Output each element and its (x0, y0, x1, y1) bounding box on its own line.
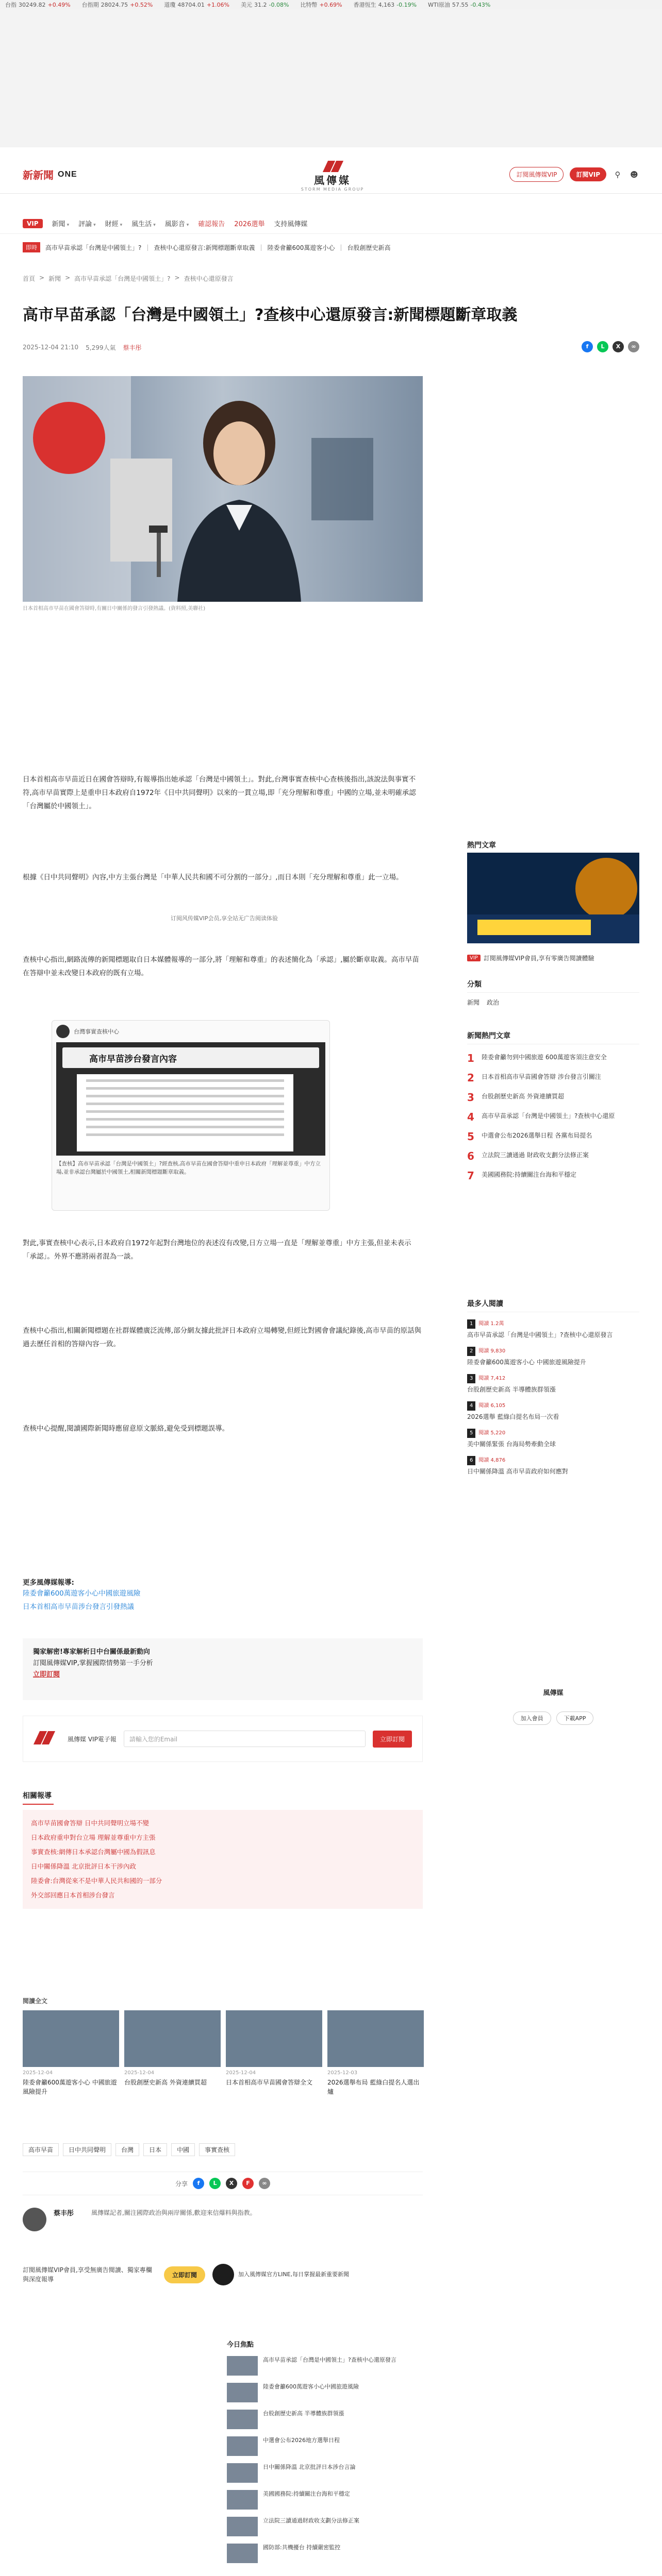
ticker-item[interactable] (82, 1, 153, 9)
line-promo-logo (212, 2264, 234, 2285)
social-embed[interactable] (52, 1020, 330, 1211)
author-link[interactable]: 蔡丰彤 (123, 344, 142, 351)
popular-rank: 4 (467, 1401, 475, 1411)
article-paragraph: 查核中心指出,網路流傳的新聞標題取自日本媒體報導的一部分,將「理解和尊重」的表述簡化為「承認」,屬於斷章取義。高市早苗在答辯中並未改變日本政府的既有立場。 (23, 956, 419, 977)
line-promo-text: 加入風傳媒官方LINE,每日掌握最新重要新聞 (238, 2271, 350, 2278)
top-ad-area (0, 9, 662, 147)
promo-strip-button[interactable]: 立即訂閱 (164, 2266, 205, 2283)
popular-title[interactable]: 日中關係降溫 高市早苗政府如何應對 (467, 1468, 568, 1475)
breaking-item[interactable]: 高市早苗承認「台灣是中國領土」? (45, 244, 142, 251)
nav-item[interactable]: 確認報告 (198, 221, 225, 228)
chevron-down-icon: ▾ (93, 223, 96, 228)
nav-item[interactable]: 評論 ▾ (78, 221, 96, 228)
today-thumbnail (227, 2463, 258, 2483)
user-icon[interactable]: ☻ (630, 170, 638, 179)
vip-button[interactable]: 訂閱VIP (570, 167, 606, 181)
breadcrumb-item[interactable]: 新聞 (48, 275, 61, 282)
inline-vip-ad[interactable]: 订阅风传媒VIP会员,享全站无广告阅读体验 (171, 915, 278, 922)
breadcrumb-item[interactable]: 查核中心還原發言 (184, 275, 234, 282)
latest-item[interactable] (467, 1111, 639, 1123)
today-item[interactable] (227, 2383, 423, 2402)
today-item[interactable] (227, 2356, 423, 2376)
chevron-down-icon: ▾ (120, 223, 123, 228)
latest-item[interactable] (467, 1150, 639, 1162)
hero-photo (23, 376, 423, 602)
chevron-down-icon: ▾ (153, 223, 156, 228)
read-more-title[interactable]: 陸委會籲600萬遊客小心 中國旅遊風險提升 (23, 2079, 117, 2095)
today-list (227, 2356, 423, 2563)
facebook-icon[interactable]: f (193, 2178, 204, 2189)
today-title[interactable]: 美國國務院:持續關注台海和平穩定 (263, 2490, 350, 2497)
category-heading: 分類 (467, 979, 639, 993)
breaking-separator: | (146, 244, 149, 251)
latest-title[interactable]: 台股創歷史新高 外資連續買超 (482, 1093, 564, 1100)
partner-logos[interactable] (23, 167, 77, 182)
latest-heading: 新聞熱門文章 (467, 1030, 639, 1044)
sidebar-popular (467, 1298, 639, 1476)
promo-line-1: 獨家解密!專家解析日中台關係最新動向 (33, 1648, 150, 1656)
subscribe-vip-button[interactable]: 訂閱風傳媒VIP (509, 167, 564, 182)
embed-avatar (56, 1025, 70, 1038)
latest-rank: 7 (467, 1170, 474, 1182)
share-icons (582, 341, 639, 352)
latest-item[interactable] (467, 1131, 639, 1142)
article-paragraph: 日本首相高市早苗近日在國會答辯時,有報導指出她承認「台灣是中國領土」。對此,台灣事實查核中心查核後指出,該說法與事實不符,高市早苗實際上是重申日本政府自1972年《日中共同聲明》以來的一貫立場,即「充分理解和尊重」中國的立場,並未明確承認「台灣屬於中國領土」。 (23, 775, 416, 810)
breadcrumb-separator: > (65, 274, 71, 281)
breadcrumb-item[interactable]: 高市早苗承認「台灣是中國領土」? (74, 275, 171, 282)
latest-item[interactable] (467, 1072, 639, 1083)
breadcrumb-separator: > (174, 274, 180, 281)
link-icon[interactable]: ∞ (628, 341, 639, 352)
line-icon[interactable]: L (209, 2178, 221, 2189)
author-avatar[interactable] (23, 2208, 46, 2231)
embed-document (77, 1074, 293, 1151)
popular-reads: 閱讀 1.2萬 (478, 1321, 504, 1327)
article-paragraph: 查核中心指出,相關新聞標題在社群媒體廣泛流傳,部分網友據此批評日本政府立場轉變,但經比對國會會議紀錄後,高市早苗的原話與過去歷任首相的答辯內容一致。 (23, 1327, 422, 1348)
promo-cta[interactable]: 立即訂閱 (33, 1671, 60, 1679)
related-link[interactable]: 日本政府重申對台立場 理解並尊重中方主張 (31, 1834, 156, 1841)
today-title[interactable]: 陸委會籲600萬遊客小心中國旅遊風險 (263, 2383, 359, 2390)
sidebar-vip-text: 訂閱風傳媒VIP會員,享有零廣告閱讀體驗 (483, 954, 594, 962)
today-thumbnail (227, 2517, 258, 2536)
newsletter-subscribe-button[interactable]: 立即訂閱 (373, 1731, 412, 1748)
x-icon[interactable]: X (226, 2178, 237, 2189)
sidebar-hot-title: 熱門文章 (467, 841, 496, 850)
read-more-date: 2025-12-04 (124, 2070, 155, 2076)
breaking-news-bar (23, 241, 639, 253)
popular-rank: 1 (467, 1319, 475, 1329)
promo-box (23, 1638, 423, 1700)
breadcrumb (23, 274, 234, 283)
popular-title[interactable]: 台股創歷史新高 半導體族群領漲 (467, 1386, 556, 1393)
ticker-item[interactable] (354, 1, 417, 9)
popular-item[interactable] (467, 1374, 639, 1394)
latest-title[interactable]: 日本首相高市早苗國會答辯 涉台發言引關注 (482, 1073, 601, 1080)
main-nav (0, 213, 662, 234)
newsletter-logo (34, 1731, 60, 1747)
read-more (23, 1996, 423, 2096)
category-link[interactable]: 新聞 (467, 999, 480, 1006)
more-reading-link[interactable]: 日本首相高市早苗涉台發言引發熱議 (23, 1603, 134, 1611)
article-paragraph: 查核中心提醒,閱讀國際新聞時應留意原文脈絡,避免受到標題誤導。 (23, 1425, 229, 1433)
article-paragraph: 對此,事實查核中心表示,日本政府自1972年起對台灣地位的表述沒有改變,日方立場一直是「理解並尊重」中方主張,但並未表示「承認」。外界不應將兩者混為一談。 (23, 1239, 411, 1261)
facebook-icon[interactable]: f (582, 341, 593, 352)
tag-link[interactable]: 台灣 (115, 2143, 139, 2156)
embed-account[interactable]: 台灣事實查核中心 (74, 1028, 119, 1035)
related-link[interactable]: 事實查核:網傳日本承認台灣屬中國為假訊息 (31, 1848, 156, 1856)
site-header (0, 147, 662, 194)
tag-link[interactable]: 日中共同聲明 (63, 2143, 111, 2156)
today-item[interactable] (227, 2517, 423, 2536)
read-more-title[interactable]: 台股創歷史新高 外資連續買超 (124, 2079, 207, 2086)
sidebar-banner-art (467, 853, 639, 943)
today-thumbnail (227, 2490, 258, 2510)
related-link[interactable]: 陸委會:台灣從來不是中華人民共和國的一部分 (31, 1877, 162, 1885)
site-name: 風傳媒 (314, 174, 351, 187)
ticker-name: 比特幣 (300, 2, 318, 8)
ticker-name: 道瓊 (164, 2, 176, 8)
today-title[interactable]: 高市早苗承認「台灣是中國領土」?查核中心還原發言 (263, 2357, 396, 2363)
site-name-en: STORM MEDIA GROUP (301, 187, 365, 192)
ticker-change: -0.08% (269, 1, 289, 8)
today-title[interactable]: 台股創歷史新高 半導體族群領漲 (263, 2410, 344, 2417)
breaking-item[interactable]: 台股創歷史新高 (347, 244, 391, 251)
latest-item[interactable] (467, 1092, 639, 1103)
popular-item-top (467, 1401, 639, 1411)
promo-strip-text: 訂閱風傳媒VIP會員,享受無廣告閱讀、獨家專欄與深度報導 (23, 2266, 152, 2283)
storm-logo-mark (322, 161, 343, 172)
today-heading: 今日焦點 (227, 2341, 254, 2349)
popular-title[interactable]: 陸委會籲600萬遊客小心 中國旅遊風險提升 (467, 1359, 586, 1366)
today-thumbnail (227, 2356, 258, 2376)
ticker-name: 台指 (5, 2, 16, 8)
read-more-card[interactable] (124, 2010, 221, 2096)
ticker-change: +0.49% (47, 1, 71, 8)
breaking-item[interactable]: 查核中心還原發言:新聞標題斷章取義 (154, 244, 255, 251)
today-title[interactable]: 日中關係降溫 北京批評日本涉台言論 (263, 2464, 356, 2470)
latest-rank: 1 (467, 1052, 474, 1064)
today-title[interactable]: 國防部:共機擾台 持續嚴密監控 (263, 2544, 341, 2551)
header-actions (509, 167, 639, 182)
author-box (23, 2208, 423, 2244)
view-count: 5,299人氣 (86, 344, 116, 351)
popular-rank: 3 (467, 1374, 475, 1383)
latest-rank: 3 (467, 1091, 474, 1104)
popular-item-top (467, 1429, 639, 1438)
chevron-down-icon: ▾ (67, 223, 70, 228)
newsletter-label: 風傳媒 VIP電子報 (68, 1735, 117, 1743)
article-paragraph: 根據《日中共同聲明》內容,中方主張台灣是「中華人民共和國不可分割的一部分」,而日本則「充分理解和尊重」此一立場。 (23, 873, 403, 882)
popular-reads: 閱讀 5,220 (478, 1430, 506, 1436)
ticker-value: 31.2 (254, 1, 267, 8)
today-item[interactable] (227, 2544, 423, 2563)
read-more-title[interactable]: 日本首相高市早苗國會答辯全文 (226, 2079, 313, 2086)
ticker-item[interactable] (5, 1, 71, 9)
today-focus (227, 2339, 423, 2563)
line-promo[interactable] (212, 2264, 349, 2285)
embed-image (56, 1042, 325, 1156)
sidebar-banner[interactable] (467, 853, 639, 943)
latest-title[interactable]: 中選會公布2026選舉日程 各黨布局提名 (482, 1132, 592, 1139)
ticker-change: -0.19% (396, 1, 417, 8)
ticker-item[interactable] (164, 1, 229, 9)
latest-title[interactable]: 立法院三讀通過 財政收支劃分法修正案 (482, 1151, 589, 1159)
related-heading: 相關報導 (23, 1790, 54, 1805)
latest-list (467, 1053, 639, 1181)
read-more-thumbnail (327, 2010, 424, 2067)
sidebar-bottom-logo: 風傳媒 (543, 1689, 564, 1697)
latest-title[interactable]: 美國國務院:持續關注台海和平穩定 (482, 1171, 577, 1178)
breaking-separator: | (260, 244, 262, 251)
sidebar-latest (467, 1030, 639, 1181)
popular-rank: 5 (467, 1429, 475, 1438)
sidebar-bottom (467, 1687, 639, 1754)
breaking-separator: | (340, 244, 342, 251)
nav-vip[interactable]: VIP (23, 219, 43, 228)
popular-reads: 閱讀 7,412 (478, 1376, 506, 1381)
popular-title[interactable]: 美中關係緊張 台海局勢牽動全球 (467, 1440, 556, 1448)
breaking-item[interactable]: 陸委會籲600萬遊客小心 (267, 244, 335, 251)
latest-item[interactable] (467, 1170, 639, 1181)
popular-item-top (467, 1456, 639, 1465)
latest-rank: 6 (467, 1150, 474, 1162)
tag-link[interactable]: 高市早苗 (23, 2143, 59, 2156)
hero-caption: 日本首相高市早苗在國會答辯時,有關日中關係的發言引發熱議。(資料照,美聯社) (23, 606, 206, 612)
popular-title[interactable]: 高市早苗承認「台灣是中國領土」?查核中心還原發言 (467, 1331, 613, 1338)
popular-reads: 閱讀 6,105 (478, 1403, 506, 1409)
ticker-name: 香港恆生 (353, 2, 376, 8)
latest-title[interactable]: 陸委會籲勿到中國旅遊 600萬遊客須注意安全 (482, 1054, 607, 1061)
hero-image (23, 376, 423, 602)
promo-strip (23, 2251, 423, 2298)
popular-reads: 閱讀 4,876 (478, 1458, 506, 1463)
popular-list (467, 1319, 639, 1476)
nav-item[interactable]: 財經 ▾ (105, 221, 123, 228)
sidebar-bottom-button[interactable]: 下載APP (556, 1711, 594, 1725)
ticker-change: +0.69% (319, 1, 342, 8)
sidebar-bottom-buttons (467, 1711, 639, 1725)
ticker-item[interactable] (428, 1, 490, 9)
xinxinwen-logo[interactable]: 新新聞 (23, 169, 54, 181)
tag-link[interactable]: 中國 (171, 2143, 195, 2156)
read-more-date: 2025-12-04 (226, 2070, 256, 2076)
related-reports (23, 1790, 423, 1909)
article-title: 高市早苗承認「台灣是中國領土」?查核中心還原發言:新聞標題斷章取義 (23, 306, 518, 324)
read-more-title[interactable]: 2026選舉布局 藍綠白提名人選出爐 (327, 2079, 420, 2095)
today-thumbnail (227, 2383, 258, 2402)
more-reading-heading: 更多風傳媒報導: (23, 1579, 74, 1587)
read-more-thumbnail (226, 2010, 322, 2067)
latest-rank: 5 (467, 1130, 474, 1143)
nav-item[interactable]: 新聞 ▾ (52, 221, 70, 228)
nav-item[interactable]: 風影音 ▾ (164, 221, 189, 228)
latest-rank: 2 (467, 1072, 474, 1084)
embed-header (56, 1025, 325, 1038)
sidebar-vip-tag: VIP (467, 955, 481, 961)
popular-rank: 6 (467, 1456, 475, 1465)
publish-date: 2025-12-04 21:10 (23, 344, 79, 351)
tag-link[interactable]: 日本 (143, 2143, 167, 2156)
read-more-card[interactable] (327, 2010, 424, 2096)
author-description: 風傳媒記者,關注國際政治與兩岸關係,歡迎來信爆料與指教。 (91, 2209, 256, 2216)
mid-ad-area (23, 629, 423, 737)
related-link[interactable]: 高市早苗國會答辯 日中共同聲明立場不變 (31, 1819, 149, 1827)
email-field[interactable]: 請輸入您的Email (124, 1731, 366, 1747)
read-more-thumbnail (124, 2010, 221, 2067)
popular-item[interactable] (467, 1347, 639, 1367)
popular-item-top (467, 1347, 639, 1356)
ticker-name: 台指期 (81, 2, 99, 8)
today-item[interactable] (227, 2463, 423, 2483)
read-more-card[interactable] (226, 2010, 322, 2096)
embed-text: 【查核】高市早苗承認「台灣是中國領土」?經查核,高市早苗在國會答辯中重申日本政府「理解並尊重」中方立場,並非承認台灣屬於中國領土,相關新聞標題斷章取義。 (56, 1161, 321, 1175)
embed-banner: 高市早苗涉台發言內容 (62, 1047, 319, 1068)
share-label: 分享 (175, 2180, 188, 2188)
ticker-name: WTI原油 (428, 2, 450, 8)
related-link[interactable]: 外交部回應日本首相涉台發言 (31, 1891, 115, 1899)
read-more-date: 2025-12-04 (23, 2070, 53, 2076)
popular-item[interactable] (467, 1456, 639, 1476)
chevron-down-icon: ▾ (186, 223, 189, 228)
ticker-change: +1.06% (206, 1, 230, 8)
ticker-value: 48704.01 (177, 1, 205, 8)
popular-item[interactable] (467, 1319, 639, 1340)
author-name[interactable]: 蔡丰彤 (54, 2210, 74, 2217)
read-more-card[interactable] (23, 2010, 119, 2096)
site-logo[interactable] (289, 161, 376, 192)
today-item[interactable] (227, 2436, 423, 2456)
ticker-value: 30249.82 (19, 1, 46, 8)
link-icon[interactable]: ∞ (259, 2178, 270, 2189)
breadcrumb-item[interactable]: 首頁 (23, 275, 36, 282)
popular-item-top (467, 1319, 639, 1329)
popular-rank: 2 (467, 1347, 475, 1356)
nav-item[interactable]: 2026選舉 (234, 221, 265, 228)
popular-item-top (467, 1374, 639, 1383)
latest-title[interactable]: 高市早苗承認「台灣是中國領土」?查核中心還原 (482, 1112, 615, 1120)
sidebar-vip[interactable] (467, 951, 639, 965)
latest-item[interactable] (467, 1053, 639, 1064)
popular-heading: 最多人閱讀 (467, 1298, 639, 1312)
ticker-change: +0.52% (130, 1, 153, 8)
latest-rank: 4 (467, 1111, 474, 1123)
today-thumbnail (227, 2436, 258, 2456)
read-more-grid (23, 2010, 423, 2096)
one-logo[interactable]: ONE (58, 170, 77, 179)
ticker-name: 美元 (241, 2, 253, 8)
article-tags (23, 2143, 423, 2156)
sidebar-bottom-button[interactable]: 加入會員 (513, 1711, 551, 1725)
read-more-heading: 閱讀全文 (23, 1997, 48, 2005)
line-icon[interactable]: L (597, 341, 608, 352)
related-link[interactable]: 日中關係降溫 北京批評日本干涉內政 (31, 1862, 136, 1870)
today-thumbnail (227, 2410, 258, 2429)
ticker-change: -0.43% (470, 1, 491, 8)
read-more-date: 2025-12-03 (327, 2070, 358, 2076)
promo-line-2: 訂閱風傳媒VIP,掌握國際情勢第一手分析 (33, 1659, 153, 1667)
popular-item[interactable] (467, 1401, 639, 1421)
today-thumbnail (227, 2544, 258, 2563)
x-icon[interactable]: X (613, 341, 624, 352)
market-ticker (0, 0, 662, 9)
today-title[interactable]: 立法院三讀通過財政收支劃分法修正案 (263, 2517, 359, 2524)
breaking-tag: 即時 (23, 242, 40, 252)
search-icon[interactable]: ⚲ (615, 170, 621, 179)
category-list (467, 998, 639, 1007)
tag-link[interactable]: 事實查核 (199, 2143, 235, 2156)
ticker-item[interactable] (241, 1, 289, 9)
ticker-value: 4,163 (378, 1, 395, 8)
flipboard-icon[interactable]: F (242, 2178, 254, 2189)
article-meta (23, 341, 639, 353)
read-more-thumbnail (23, 2010, 119, 2067)
today-item[interactable] (227, 2490, 423, 2510)
category-link[interactable]: 政治 (487, 999, 500, 1006)
ticker-value: 28024.75 (101, 1, 128, 8)
nav-item[interactable]: 支持風傳媒 (274, 221, 308, 228)
share-bar (23, 2172, 423, 2195)
sidebar-category (467, 979, 639, 1007)
today-title[interactable]: 中選會公布2026地方選舉日程 (263, 2437, 340, 2444)
popular-reads: 閱讀 9,830 (478, 1348, 506, 1354)
popular-title[interactable]: 2026選舉 藍綠白提名布局一次看 (467, 1413, 559, 1420)
breadcrumb-separator: > (39, 274, 45, 281)
newsletter-subscribe (23, 1716, 423, 1762)
today-item[interactable] (227, 2410, 423, 2429)
ticker-value: 57.55 (452, 1, 469, 8)
more-reading (23, 1577, 423, 1614)
nav-item[interactable]: 風生活 ▾ (131, 221, 156, 228)
ticker-item[interactable] (300, 1, 342, 9)
popular-item[interactable] (467, 1429, 639, 1449)
more-reading-link[interactable]: 陸委會籲600萬遊客小心中國旅遊風險 (23, 1589, 141, 1598)
related-list (23, 1810, 423, 1909)
